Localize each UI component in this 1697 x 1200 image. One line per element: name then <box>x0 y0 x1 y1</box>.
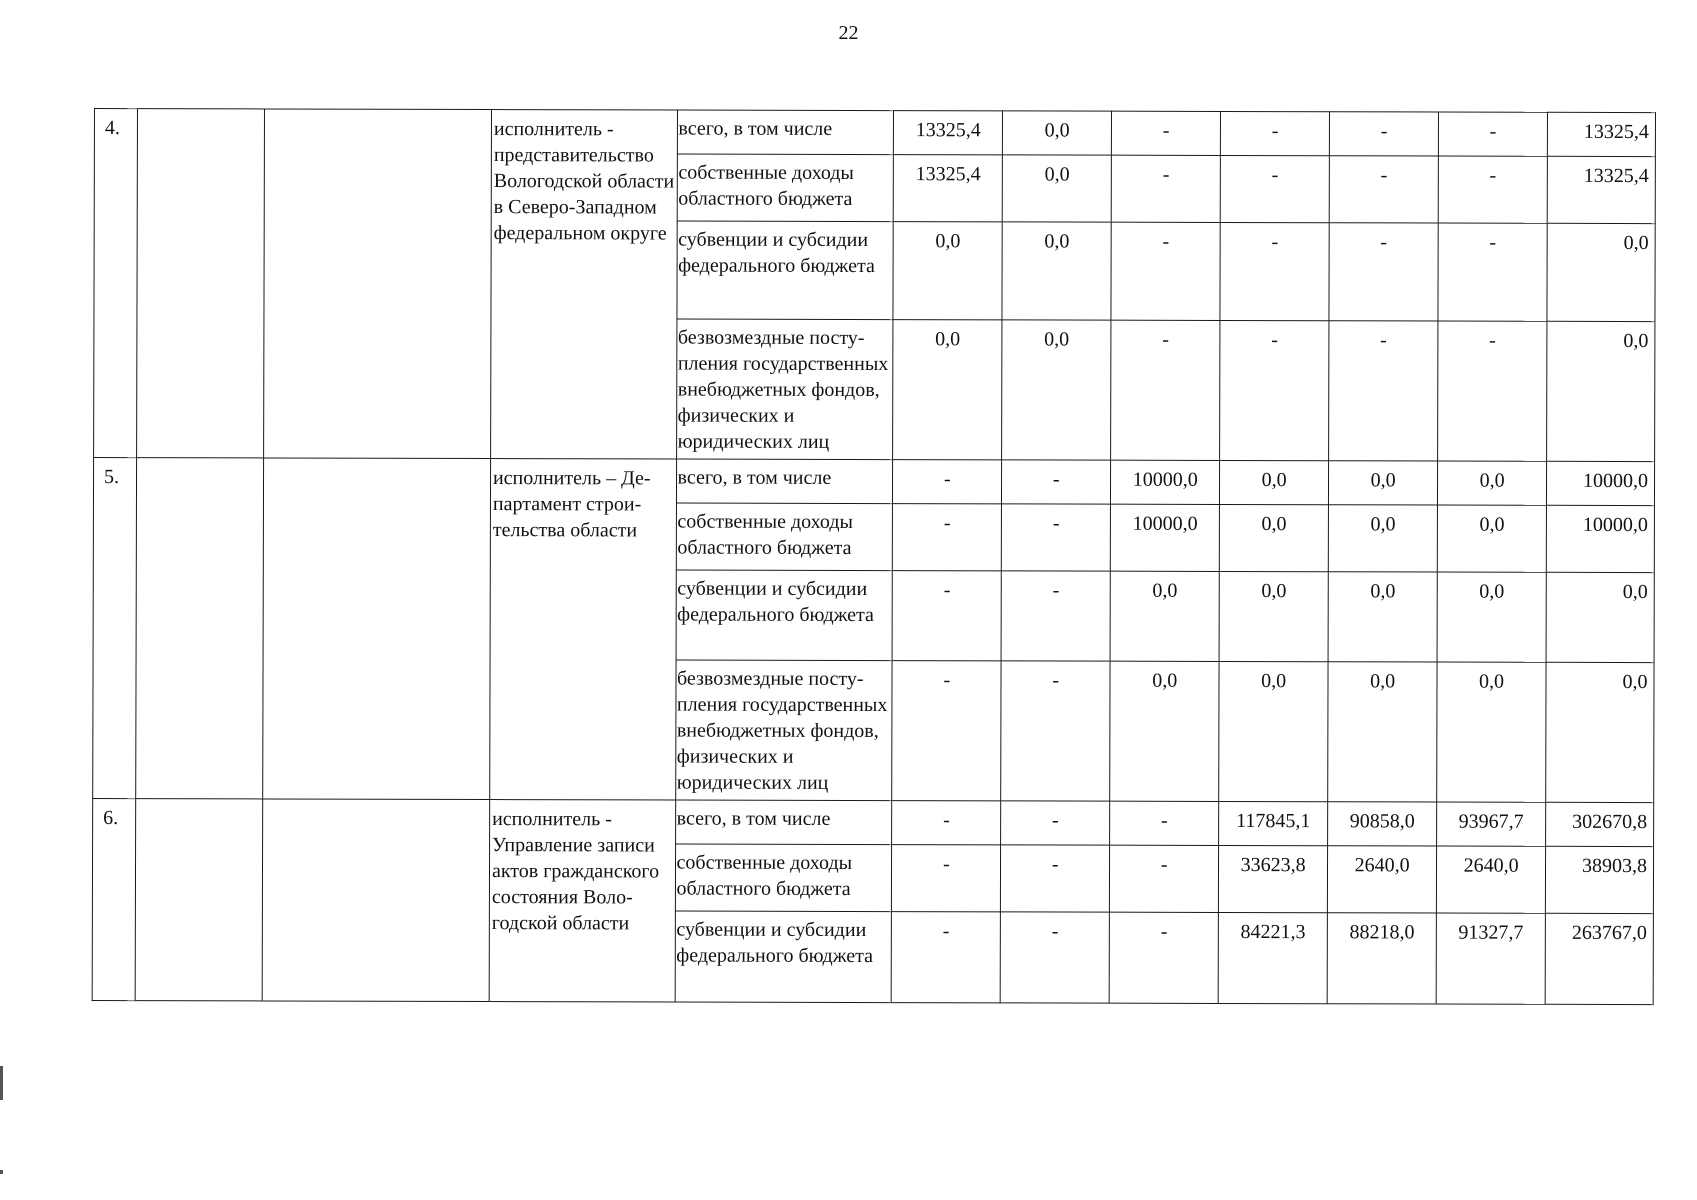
funding-source-cell: субвенции и субсидии федерального бюджета <box>675 911 892 1003</box>
value-cell: 90858,0 <box>1328 802 1437 846</box>
value-cell: - <box>892 801 1001 845</box>
value-cell: - <box>893 504 1002 571</box>
value-cell: - <box>1438 156 1547 223</box>
empty-cell <box>136 458 264 799</box>
funding-source-cell: собственные доходы областного бюджета <box>675 844 892 912</box>
value-cell: - <box>892 845 1001 912</box>
value-cell: - <box>891 912 1000 1003</box>
value-cell: - <box>1438 112 1547 156</box>
value-cell: 0,0 <box>893 320 1002 460</box>
table-body <box>92 109 1655 1005</box>
value-cell: - <box>1110 801 1219 845</box>
value-cell: 0,0 <box>1437 505 1546 572</box>
funding-source-cell: безвозмездные поступления государственных внебюджетных фондов, физических и юридических лиц <box>675 660 892 801</box>
value-cell: 0,0 <box>1329 461 1438 505</box>
funding-source-cell: собственные доходы областного бюджета <box>676 503 893 571</box>
value-cell: 33623,8 <box>1219 845 1328 912</box>
funding-source-cell: субвенции и субсидии федерального бюджета <box>676 221 893 320</box>
value-cell: - <box>1001 801 1110 845</box>
value-cell: 0,0 <box>1328 662 1437 802</box>
value-cell: - <box>892 661 1001 801</box>
value-cell: - <box>1329 321 1438 461</box>
value-cell: 0,0 <box>1219 571 1328 661</box>
value-cell: - <box>1330 112 1439 156</box>
total-value-cell: 0,0 <box>1547 223 1655 321</box>
value-cell: - <box>1220 155 1329 222</box>
funding-source-cell: всего, в том числе <box>675 800 892 845</box>
value-cell: 0,0 <box>1110 571 1219 661</box>
executor-cell: исполнитель – Департамент строительства области <box>490 459 676 800</box>
scan-edge-mark <box>0 1170 3 1174</box>
value-cell: - <box>1109 912 1218 1003</box>
value-cell: - <box>1002 504 1111 571</box>
funding-source-cell: субвенции и субсидии федерального бюджета <box>676 570 893 661</box>
row-number: 5. <box>93 458 137 799</box>
value-cell: - <box>1329 223 1438 321</box>
value-cell: - <box>892 571 1001 661</box>
value-cell: 0,0 <box>893 222 1002 320</box>
total-value-cell: 0,0 <box>1546 572 1654 662</box>
value-cell: 10000,0 <box>1111 504 1220 571</box>
value-cell: 0,0 <box>1002 222 1111 320</box>
value-cell: 0,0 <box>1002 320 1111 460</box>
budget-table <box>92 108 1656 1005</box>
row-number: 4. <box>94 109 138 458</box>
value-cell: 0,0 <box>1110 661 1219 801</box>
value-cell: 0,0 <box>1437 572 1546 662</box>
value-cell: 0,0 <box>1328 572 1437 662</box>
table-row <box>93 798 1654 846</box>
value-cell: - <box>1000 912 1109 1003</box>
total-value-cell: 0,0 <box>1547 321 1655 461</box>
row-number: 6. <box>92 798 136 1000</box>
value-cell: 0,0 <box>1219 661 1328 801</box>
value-cell: - <box>1002 460 1111 504</box>
funding-source-cell: собственные доходы областного бюджета <box>677 154 894 222</box>
funding-source-cell: всего, в том числе <box>677 110 894 155</box>
value-cell: - <box>1111 155 1220 222</box>
value-cell: - <box>1438 321 1547 461</box>
value-cell: - <box>1110 845 1219 912</box>
funding-source-cell: безвозмездные поступления государственных внебюджетных фондов, физических и юридических лиц <box>676 319 893 460</box>
value-cell: - <box>1438 223 1547 321</box>
total-value-cell: 302670,8 <box>1546 802 1654 846</box>
value-cell: 2640,0 <box>1328 846 1437 913</box>
value-cell: 10000,0 <box>1111 460 1220 504</box>
funding-source-cell: всего, в том числе <box>676 459 893 504</box>
table-row <box>93 458 1654 506</box>
value-cell: 0,0 <box>1220 460 1329 504</box>
value-cell: 0,0 <box>1437 662 1546 802</box>
total-value-cell: 0,0 <box>1546 662 1654 802</box>
empty-cell <box>263 799 490 1002</box>
total-value-cell: 13325,4 <box>1547 156 1655 223</box>
value-cell: - <box>1001 661 1110 801</box>
value-cell: 93967,7 <box>1437 802 1546 846</box>
value-cell: 0,0 <box>1002 155 1111 222</box>
value-cell: 13325,4 <box>894 111 1003 155</box>
value-cell: - <box>1001 571 1110 661</box>
value-cell: - <box>1220 320 1329 460</box>
total-value-cell: 10000,0 <box>1547 461 1655 505</box>
value-cell: - <box>1221 111 1330 155</box>
table-row <box>94 109 1655 157</box>
empty-cell <box>137 109 265 458</box>
total-value-cell: 38903,8 <box>1545 846 1653 913</box>
total-value-cell: 10000,0 <box>1546 505 1654 572</box>
value-cell: 0,0 <box>1219 504 1328 571</box>
value-cell: 91327,7 <box>1436 913 1545 1004</box>
value-cell: - <box>1220 222 1329 320</box>
value-cell: 117845,1 <box>1219 801 1328 845</box>
executor-cell: исполнитель - Управление записи актов гражданского состояния Вологодской области <box>489 800 675 1002</box>
page-number: 22 <box>838 22 859 44</box>
value-cell: 0,0 <box>1438 461 1547 505</box>
value-cell: - <box>1001 845 1110 912</box>
empty-cell <box>264 109 491 459</box>
value-cell: - <box>1111 222 1220 320</box>
value-cell: 0,0 <box>1328 505 1437 572</box>
empty-cell <box>135 799 263 1001</box>
total-value-cell: 13325,4 <box>1547 112 1655 156</box>
empty-cell <box>263 458 490 800</box>
value-cell: 13325,4 <box>894 155 1003 222</box>
value-cell: - <box>1112 111 1221 155</box>
executor-cell: исполнитель - представительство Вологодской области в Северо-Западном федеральном округе <box>491 110 677 459</box>
value-cell: - <box>893 460 1002 504</box>
value-cell: - <box>1329 156 1438 223</box>
total-value-cell: 263767,0 <box>1545 913 1653 1004</box>
value-cell: 2640,0 <box>1436 846 1545 913</box>
value-cell: - <box>1111 320 1220 460</box>
value-cell: 88218,0 <box>1327 913 1436 1004</box>
value-cell: 84221,3 <box>1218 912 1327 1003</box>
scan-edge-mark <box>0 1066 3 1100</box>
value-cell: 0,0 <box>1003 111 1112 155</box>
